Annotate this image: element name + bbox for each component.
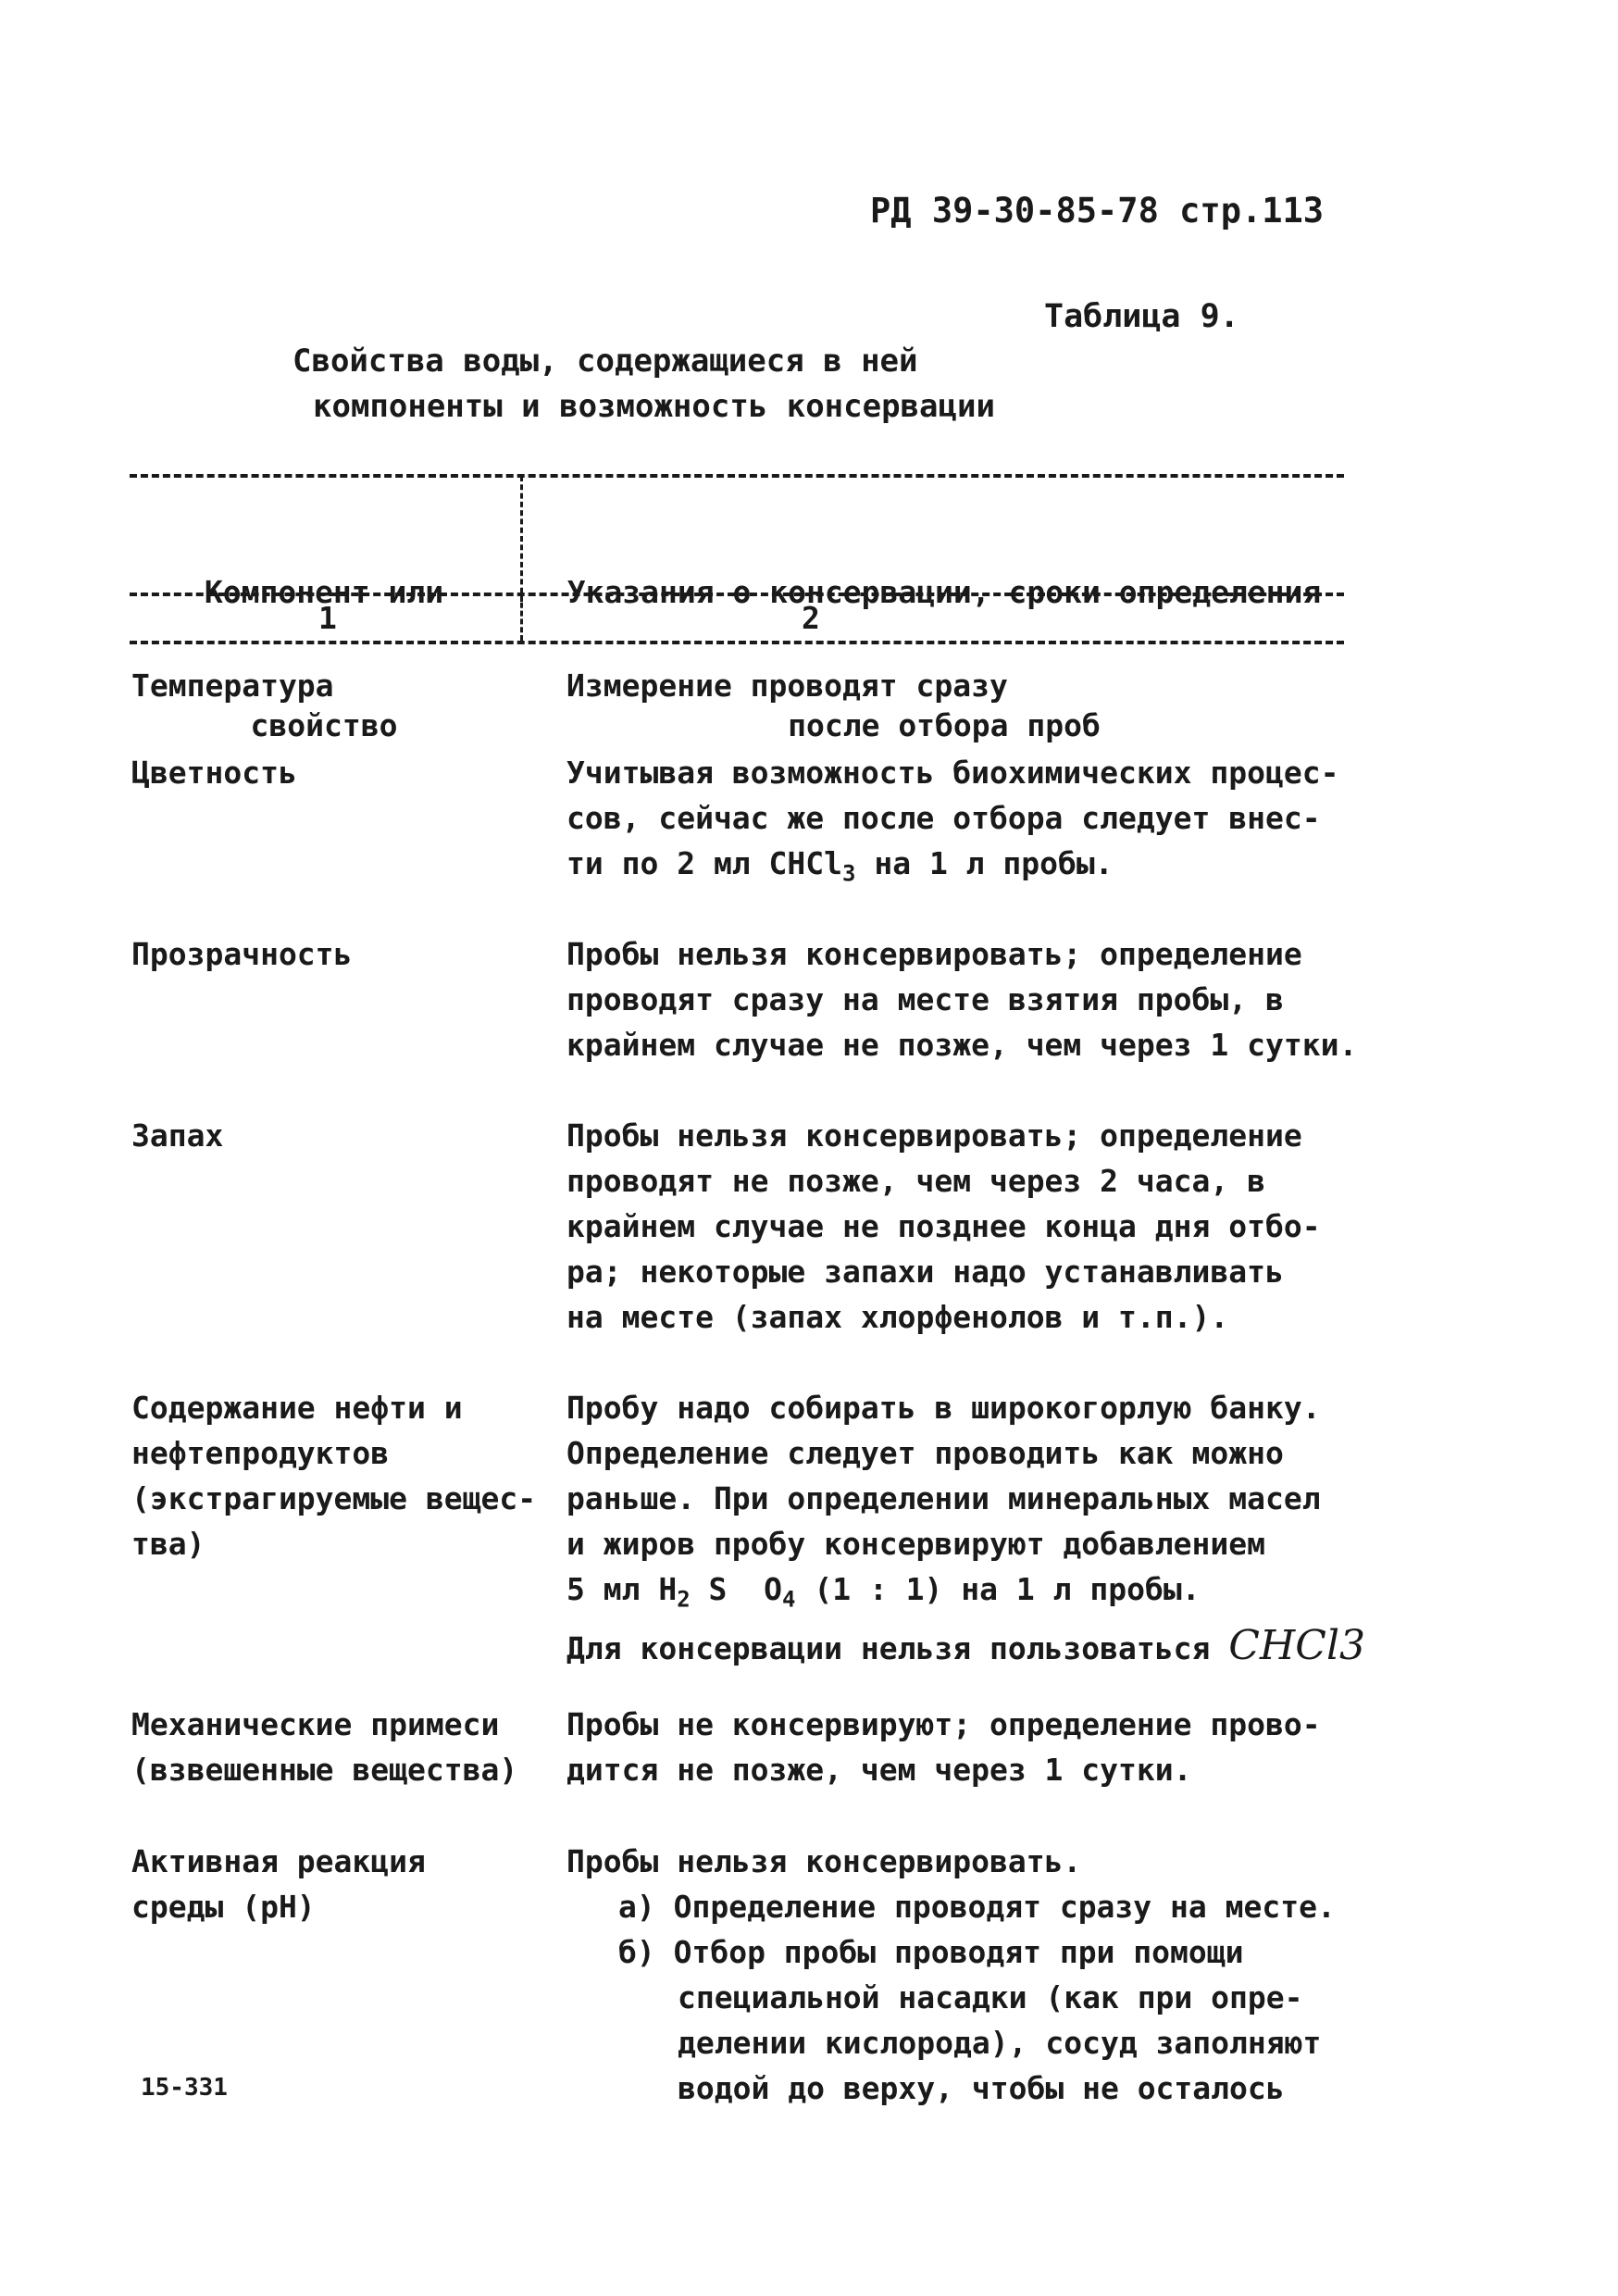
- instruction-line: [566, 841, 1501, 897]
- instruction-line: ра; некоторые запахи надо устанавливать: [566, 1254, 1284, 1290]
- row-instructions: [566, 1385, 1501, 1671]
- footer-code: 15-331: [141, 2074, 228, 2102]
- instruction-line: а) Определение проводят сразу на месте.: [618, 1889, 1336, 1925]
- property-line: (экстрагируемые вещес-: [131, 1480, 537, 1516]
- instruction-line: делении кислорода), сосуд заполняют: [678, 2025, 1322, 2061]
- instruction-line: Измерение проводят сразу: [566, 668, 1008, 704]
- instruction-line: крайнем случае не позднее конца дня отбо-: [566, 1208, 1321, 1244]
- subscript: 2: [677, 1586, 691, 1613]
- subscript: 4: [782, 1586, 796, 1613]
- instruction-line: Учитывая возможность биохимических процес-: [566, 755, 1339, 791]
- instruction-line: проводят не позже, чем через 2 часа, в: [566, 1163, 1265, 1199]
- instruction-line: Пробы нельзя консервировать; определение: [566, 1117, 1302, 1154]
- header-bottom-rule: [130, 641, 1344, 644]
- instruction-line: Пробы нельзя консервировать; определение: [566, 936, 1302, 972]
- row-instructions: [566, 1839, 1501, 2111]
- instruction-text: на 1 л пробы.: [855, 845, 1114, 881]
- instruction-line: Определение следует проводить как можно: [566, 1435, 1284, 1471]
- instruction-line: на месте (запах хлорфенолов и т.п.).: [566, 1299, 1229, 1335]
- header-middle-rule: [130, 593, 1344, 596]
- property-line: Содержание нефти и: [131, 1390, 463, 1426]
- row-instructions: [566, 1702, 1501, 1792]
- number-column-divider: [520, 594, 523, 641]
- row-instructions: [566, 663, 1501, 708]
- header-top-rule: [130, 474, 1344, 478]
- instruction-line: Пробы не консервируют; определение прово-: [566, 1706, 1321, 1742]
- document-reference: РД 39-30-85-78 стр.113: [870, 191, 1325, 231]
- instruction-line: [566, 1623, 1501, 1671]
- row-property: [131, 1385, 539, 1566]
- instruction-line: проводят сразу на месте взятия пробы, в: [566, 981, 1284, 1017]
- instruction-line: крайнем случае не позже, чем через 1 сутки.: [566, 1027, 1358, 1063]
- column-1-number: 1: [318, 600, 337, 636]
- instruction-line: дится не позже, чем через 1 сутки.: [566, 1752, 1192, 1788]
- instruction-text: 5 мл Н: [566, 1571, 678, 1607]
- row-instructions: [566, 1113, 1501, 1340]
- row-instructions: [566, 931, 1501, 1067]
- column-1-header-line-2: свойство: [250, 707, 398, 743]
- instruction-line: Пробы нельзя консервировать.: [566, 1843, 1082, 1879]
- row-property: Цветность: [131, 755, 297, 791]
- instruction-line: б) Отбор пробы проводят при помощи: [618, 1934, 1244, 1970]
- row-property: Прозрачность: [131, 936, 353, 972]
- instruction-line: специальной насадки (как при опре-: [678, 1979, 1303, 2015]
- row-property: [131, 1702, 539, 1792]
- instruction-text: (1 : 1) на 1 л пробы.: [795, 1571, 1201, 1607]
- table-title-line-2: компоненты и возможность консервации: [313, 388, 995, 425]
- instruction-line: раньше. При определении минеральных масел: [566, 1480, 1321, 1516]
- instruction-line: водой до верху, чтобы не осталось: [678, 2070, 1285, 2106]
- instruction-text: S O: [690, 1571, 783, 1607]
- column-1-header-line-1: Компонент или: [204, 574, 444, 610]
- property-line: тва): [131, 1526, 205, 1562]
- instruction-text: Для консервации нельзя пользоваться: [566, 1629, 1229, 1666]
- property-line: (взвешенные вещества): [131, 1752, 518, 1788]
- row-property: Запах: [131, 1117, 224, 1154]
- handwritten-annotation: СНСl3: [1228, 1621, 1366, 1669]
- instruction-line: Пробу надо собирать в широкогорлую банку.: [566, 1390, 1321, 1426]
- row-instructions: [566, 750, 1501, 897]
- column-2-header-line-2: после отбора проб: [788, 707, 1101, 743]
- property-line: нефтепродуктов: [131, 1435, 390, 1471]
- column-2-number: 2: [802, 600, 820, 636]
- table-title-line-1: Свойства воды, содержащиеся в ней: [292, 343, 918, 380]
- row-property: Температура: [131, 668, 334, 704]
- instruction-line: сов, сейчас же после отбора следует внес-: [566, 800, 1321, 836]
- instruction-text: ти по 2 мл СНСl: [566, 845, 843, 881]
- column-2-header-line-1: Указания о консервации, сроки определения: [566, 574, 1322, 610]
- instruction-line: [566, 1566, 1501, 1623]
- property-line: Механические примеси: [131, 1706, 500, 1742]
- property-line: Активная реакция: [131, 1843, 426, 1879]
- row-property: [131, 1839, 539, 1929]
- header-column-divider: [520, 476, 523, 602]
- subscript: 3: [842, 860, 856, 887]
- property-line: среды (рН): [131, 1889, 316, 1925]
- table-number: Таблица 9.: [1044, 298, 1239, 335]
- instruction-line: и жиров пробу консервируют добавлением: [566, 1526, 1265, 1562]
